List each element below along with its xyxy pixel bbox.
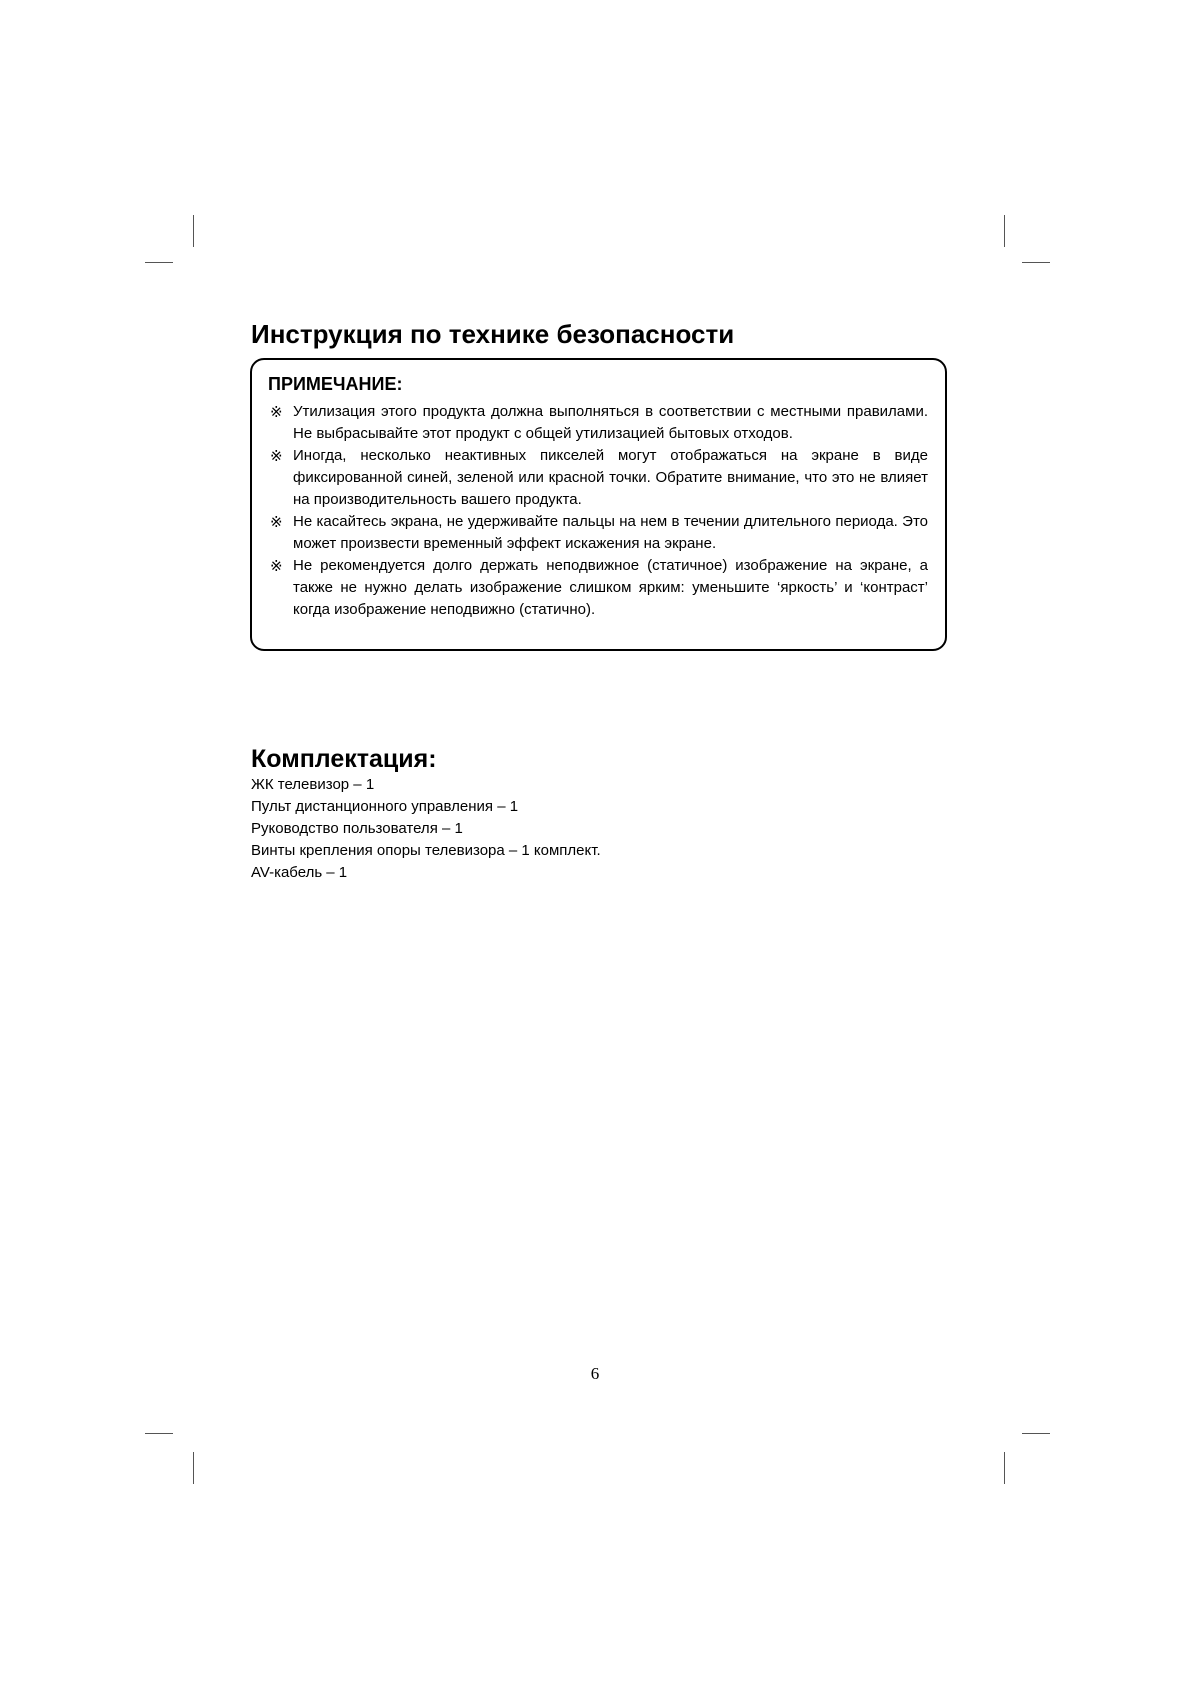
crop-mark-top-left-horizontal: [145, 262, 173, 263]
reference-mark-icon: [270, 555, 283, 577]
crop-mark-bottom-left-horizontal: [145, 1433, 173, 1434]
crop-mark-bottom-right-vertical: [1004, 1452, 1005, 1484]
note-item: [270, 511, 928, 555]
crop-mark-bottom-right-horizontal: [1022, 1433, 1050, 1434]
safety-title: Инструкция по технике безопасности: [251, 319, 735, 349]
note-item-text: Иногда, несколько неактивных пикселей могут отображаться на экране в виде фиксированной синей, зеленой или красной точки. Обратите внимание, что это не влияет на производительность вашего продукта.: [293, 447, 928, 508]
note-heading: ПРИМЕЧАНИЕ:: [268, 374, 403, 394]
page-number: 6: [590, 1364, 600, 1383]
note-list: [270, 401, 928, 621]
package-item: Винты крепления опоры телевизора – 1 комплект.: [251, 842, 601, 859]
note-item: [270, 555, 928, 621]
package-item: Руководство пользователя – 1: [251, 820, 463, 837]
package-list: [251, 774, 601, 884]
reference-mark-icon: [270, 511, 283, 533]
package-item: ЖК телевизор – 1: [251, 776, 375, 793]
crop-mark-top-right-vertical: [1004, 215, 1005, 247]
note-item: [270, 445, 928, 511]
reference-mark-icon: [270, 445, 283, 467]
note-item: [270, 401, 928, 445]
note-item-text: Не рекомендуется долго держать неподвижное (статичное) изображение на экране, а также не нужно делать изображение слишком ярким: уменьшите ‘яркость’ и ‘контраст’ когда изображение неподвижно (статично).: [293, 557, 928, 618]
crop-mark-bottom-left-vertical: [193, 1452, 194, 1484]
crop-mark-top-right-horizontal: [1022, 262, 1050, 263]
note-item-text: Утилизация этого продукта должна выполняться в соответствии с местными правилами. Не выбрасывайте этот продукт с общей утилизацией бытовых отходов.: [293, 403, 928, 442]
note-item-text: Не касайтесь экрана, не удерживайте пальцы на нем в течении длительного периода. Это может произвести временный эффект искажения на экране.: [293, 513, 928, 552]
package-title: Комплектация:: [251, 745, 437, 773]
crop-mark-top-left-vertical: [193, 215, 194, 247]
package-item: Пульт дистанционного управления – 1: [251, 798, 519, 815]
package-item: AV-кабель – 1: [251, 864, 348, 881]
reference-mark-icon: [270, 401, 283, 423]
